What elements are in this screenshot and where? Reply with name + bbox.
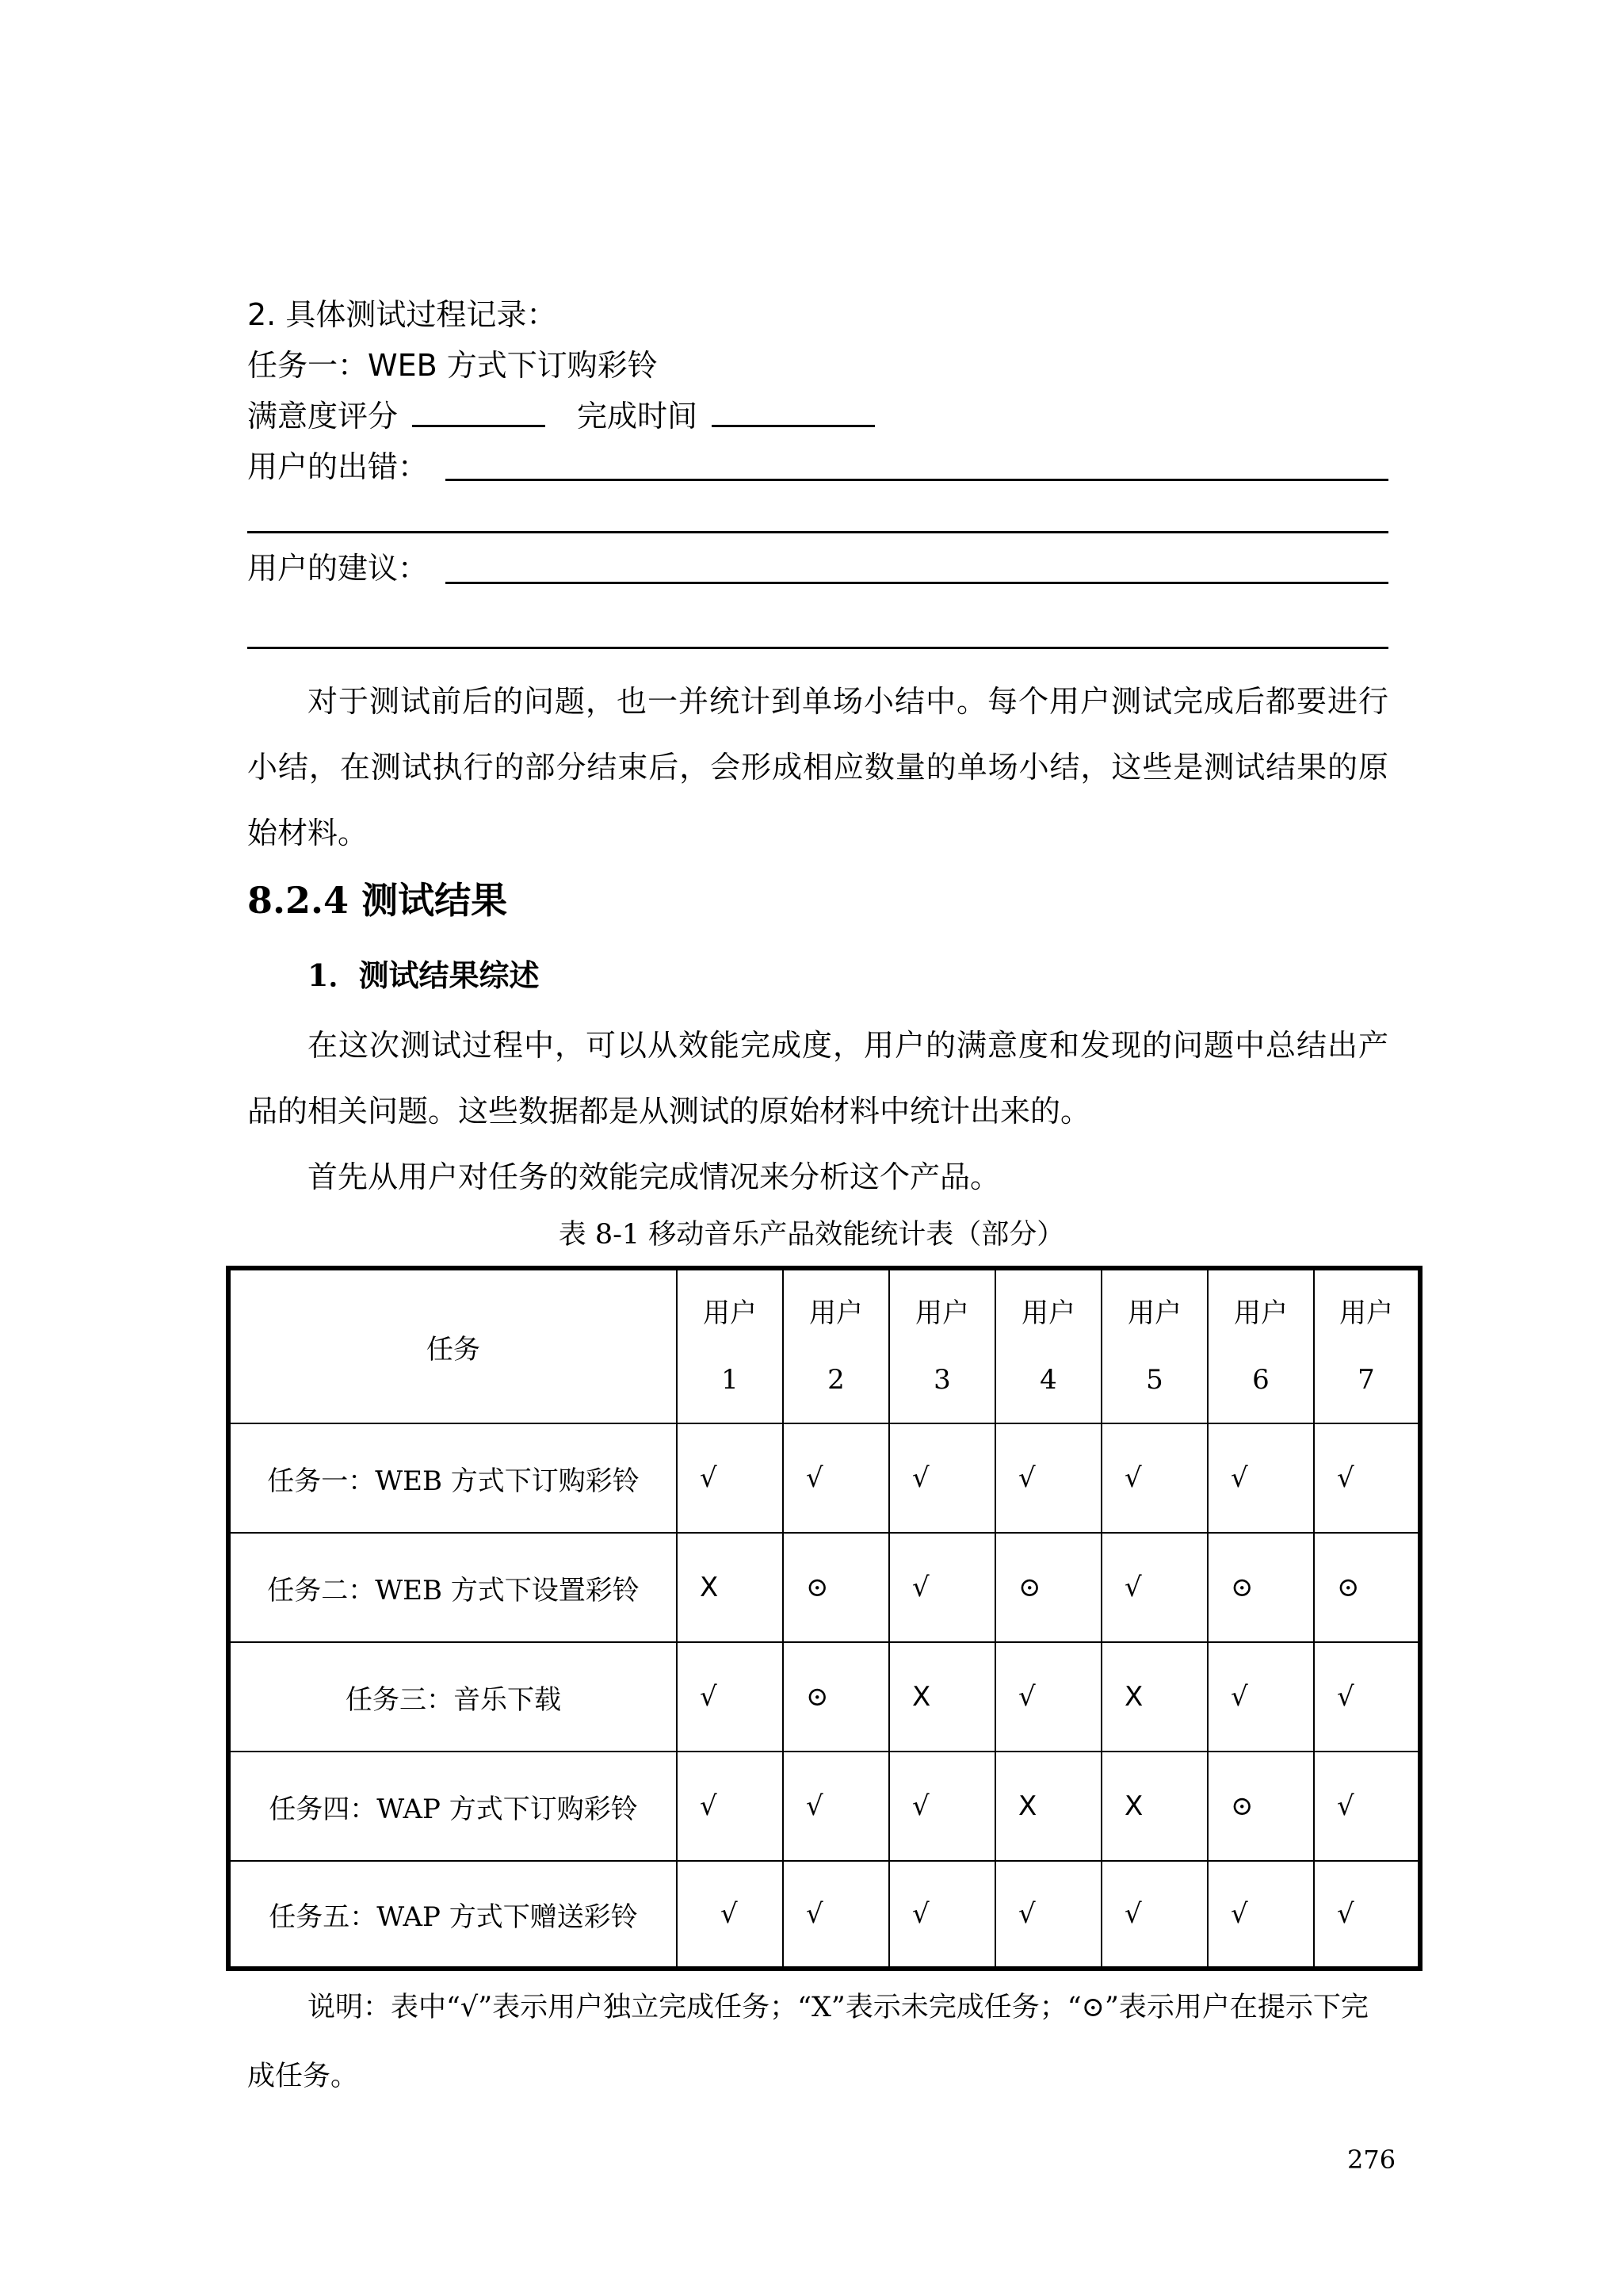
mark-cell: ⊙ (1208, 1533, 1314, 1642)
mark-cell: √ (1208, 1423, 1314, 1533)
mark-cell: √ (889, 1752, 995, 1861)
task-header: 任务 (228, 1268, 677, 1423)
mark-cell: √ (1102, 1861, 1208, 1969)
table-row (228, 1752, 1420, 1861)
efficiency-table (226, 1266, 1423, 1971)
user-header-num: 4 (1040, 1364, 1057, 1396)
user-header-6 (1208, 1268, 1314, 1423)
mark-cell: X (677, 1533, 783, 1642)
user-header-7 (1314, 1268, 1420, 1423)
mark-cell: √ (783, 1861, 889, 1969)
user-header-1 (677, 1268, 783, 1423)
mark-cell: ⊙ (1314, 1533, 1420, 1642)
mark-cell: √ (677, 1752, 783, 1861)
user-header-num: 2 (827, 1364, 845, 1396)
mark-cell: X (1102, 1752, 1208, 1861)
mark-cell: √ (1208, 1861, 1314, 1969)
mark-cell: X (889, 1642, 995, 1752)
mark-cell: √ (783, 1752, 889, 1861)
time-blank[interactable] (712, 393, 875, 427)
table-header-row (228, 1268, 1420, 1423)
table-note-text: 说明：表中“√”表示用户独立完成任务；“X”表示未完成任务；“⊙”表示用户在提示下完成任务。 (247, 1992, 1369, 2092)
user-header-5 (1102, 1268, 1208, 1423)
mark-cell: √ (677, 1423, 783, 1533)
mark-cell: √ (1102, 1533, 1208, 1642)
paragraph-analysis-text: 首先从用户对任务的效能完成情况来分析这个产品。 (307, 1159, 1001, 1194)
user-header-num: 5 (1146, 1364, 1163, 1396)
satisfaction-blank[interactable] (412, 393, 545, 427)
section-title: 8.2.4 测试结果 (247, 879, 508, 922)
table-row (228, 1533, 1420, 1642)
task-cell: 任务五：WAP 方式下赠送彩铃 (228, 1861, 677, 1969)
user-header-label: 用户 (1234, 1297, 1288, 1329)
task-cell: 任务四：WAP 方式下订购彩铃 (228, 1752, 677, 1861)
mark-cell: √ (995, 1642, 1102, 1752)
errors-label: 用户的出错： (247, 449, 429, 484)
table-note (247, 1973, 1388, 2111)
task-cell: 任务二：WEB 方式下设置彩铃 (228, 1533, 677, 1642)
suggestion-blank-2[interactable] (247, 612, 1388, 649)
table-caption: 表 8-1 移动音乐产品效能统计表（部分） (558, 1219, 1065, 1251)
mark-cell: ⊙ (783, 1533, 889, 1642)
user-header-num: 7 (1358, 1364, 1375, 1396)
paragraph-overview-text: 在这次测试过程中，可以从效能完成度，用户的满意度和发现的问题中总结出产品的相关问题。这些数据都是从测试的原始材料中统计出来的。 (247, 1028, 1388, 1129)
user-header-label: 用户 (1022, 1297, 1075, 1329)
task-cell: 任务一：WEB 方式下订购彩铃 (228, 1423, 677, 1533)
record-heading: 2. 具体测试过程记录： (247, 297, 557, 332)
mark-cell: √ (995, 1423, 1102, 1533)
user-header-label: 用户 (1128, 1297, 1182, 1329)
user-header-label: 用户 (1339, 1297, 1393, 1329)
errors-blank[interactable] (445, 444, 1388, 481)
mark-cell: √ (783, 1423, 889, 1533)
mark-cell: √ (889, 1533, 995, 1642)
mark-cell: √ (1314, 1642, 1420, 1752)
mark-cell: √ (889, 1423, 995, 1533)
mark-cell: √ (1314, 1861, 1420, 1969)
user-header-num: 3 (934, 1364, 951, 1396)
task-cell: 任务三：音乐下载 (228, 1642, 677, 1752)
paragraph-summary (247, 669, 1388, 866)
errors-blank-2[interactable] (247, 496, 1388, 533)
user-header-4 (995, 1268, 1102, 1423)
user-header-num: 1 (721, 1364, 739, 1396)
mark-cell: √ (995, 1861, 1102, 1969)
mark-cell: √ (1314, 1752, 1420, 1861)
time-label: 完成时间 (577, 399, 698, 434)
user-header-label: 用户 (809, 1297, 863, 1329)
suggestion-label: 用户的建议： (247, 551, 429, 586)
mark-cell: ⊙ (995, 1533, 1102, 1642)
mark-cell: √ (677, 1642, 783, 1752)
mark-cell: X (1102, 1642, 1208, 1752)
mark-cell: √ (1314, 1423, 1420, 1533)
paragraph-overview (247, 1013, 1388, 1210)
user-header-num: 6 (1252, 1364, 1270, 1396)
record-task-line: 任务一：WEB 方式下订购彩铃 (247, 348, 658, 383)
table-row (228, 1861, 1420, 1969)
paragraph-summary-text: 对于测试前后的问题，也一并统计到单场小结中。每个用户测试完成后都要进行小结，在测试执行的部分结束后，会形成相应数量的单场小结，这些是测试结果的原始材料。 (247, 684, 1388, 850)
mark-cell: ⊙ (1208, 1752, 1314, 1861)
subsection-title: 1．测试结果综述 (307, 957, 540, 993)
mark-cell: √ (677, 1861, 783, 1969)
satisfaction-label: 满意度评分 (247, 399, 399, 434)
mark-cell: ⊙ (783, 1642, 889, 1752)
mark-cell: √ (1102, 1423, 1208, 1533)
user-header-2 (783, 1268, 889, 1423)
mark-cell: X (995, 1752, 1102, 1861)
user-header-label: 用户 (915, 1297, 969, 1329)
suggestion-blank[interactable] (445, 547, 1388, 584)
user-header-3 (889, 1268, 995, 1423)
mark-cell: √ (1208, 1642, 1314, 1752)
user-header-label: 用户 (703, 1297, 757, 1329)
table-row (228, 1423, 1420, 1533)
table-row (228, 1642, 1420, 1752)
mark-cell: √ (889, 1861, 995, 1969)
page-number: 276 (1347, 2145, 1396, 2175)
